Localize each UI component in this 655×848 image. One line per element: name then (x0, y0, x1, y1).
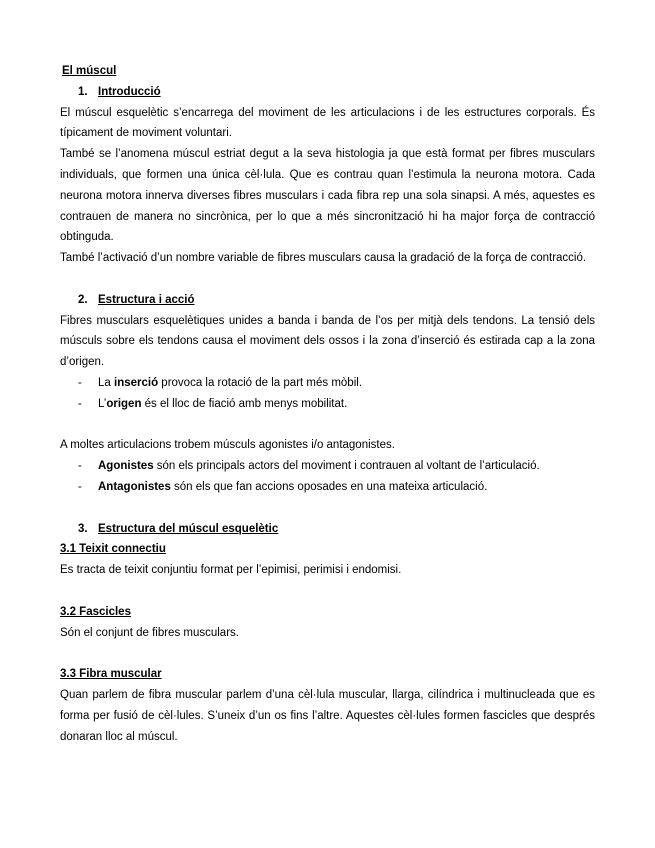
bullet-dash: - (78, 376, 82, 389)
section-heading-text: Estructura i acció (98, 293, 195, 306)
list-item (60, 477, 595, 498)
list-item-text: L’origen és el lloc de fiació amb menys mobilitat. (98, 397, 348, 410)
section-heading-text: Introducció (98, 85, 161, 98)
section-heading-introduccio (60, 82, 595, 103)
spacer (60, 643, 595, 664)
subsection-heading: 3.1 Teixit connectiu (60, 543, 166, 556)
subsection-heading: 3.2 Fascicles (60, 605, 131, 618)
document-title: El múscul (62, 65, 117, 77)
document-page (60, 61, 595, 747)
section-number: 3. (78, 522, 88, 535)
paragraph: Quan parlem de fibra muscular parlem d’una cèl·lula muscular, llarga, cilíndrica i multinucleada que es forma per fusió de cèl·lules. S’uneix d’un os fins l’altre. Aquestes cèl·lules formen fascicles que després donaran lloc al múscul. (60, 688, 595, 743)
section-heading-estructura-muscul (60, 519, 595, 540)
paragraph: Són el conjunt de fibres musculars. (60, 626, 239, 639)
list-item (60, 394, 595, 415)
spacer (60, 498, 595, 519)
bullet-dash: - (78, 397, 82, 410)
spacer (60, 415, 595, 436)
paragraph: Fibres musculars esquelètiques unides a banda i banda de l’os per mitjà dels tendons. La tensió dels músculs sobre els tendons causa el moviment dels ossos i la zona d’inserció és estirada cap a la zona d’origen. (60, 314, 595, 369)
spacer (60, 269, 595, 290)
section-heading-estructura-accio (60, 290, 595, 311)
subsection-heading: 3.3 Fibra muscular (60, 668, 162, 681)
paragraph: A moltes articulacions trobem músculs agonistes i/o antagonistes. (60, 439, 395, 452)
list-item-text: Antagonistes són els que fan accions oposades en una mateixa articulació. (98, 480, 488, 493)
bullet-dash: - (78, 460, 82, 473)
paragraph: També se l’anomena múscul estriat degut a la seva histologia ja que està format per fibres musculars individuals, que formen una única cèl·lula. Que es contrau quan l’estimula la neurona motora. Cada neurona motora innerva diverses fibres musculars i cada fibra rep una sola sinapsi. A més, aquestes es contrauen de manera no sincrònica, per lo que a més sincronització hi ha major força de contracció obtinguda. (60, 148, 595, 244)
list-item-text: La inserció provoca la rotació de la part més mòbil. (98, 376, 363, 389)
section-heading-text: Estructura del múscul esquelètic (98, 522, 279, 535)
section-number: 1. (78, 85, 88, 98)
paragraph: Es tracta de teixit conjuntiu format per l’epimisi, perimisi i endomisi. (60, 564, 402, 577)
list-item (60, 373, 595, 394)
bullet-dash: - (78, 480, 82, 493)
paragraph: El múscul esquelètic s’encarrega del moviment de les articulacions i de les estructures corporals. És típicament de moviment voluntari. (60, 106, 595, 140)
paragraph: També l’activació d’un nombre variable de fibres musculars causa la gradació de la força de contracció. (60, 252, 587, 265)
section-number: 2. (78, 293, 88, 306)
list-item (60, 456, 595, 477)
list-item-text: Agonistes són els principals actors del moviment i contrauen al voltant de l’articulació. (98, 460, 540, 473)
spacer (60, 581, 595, 602)
